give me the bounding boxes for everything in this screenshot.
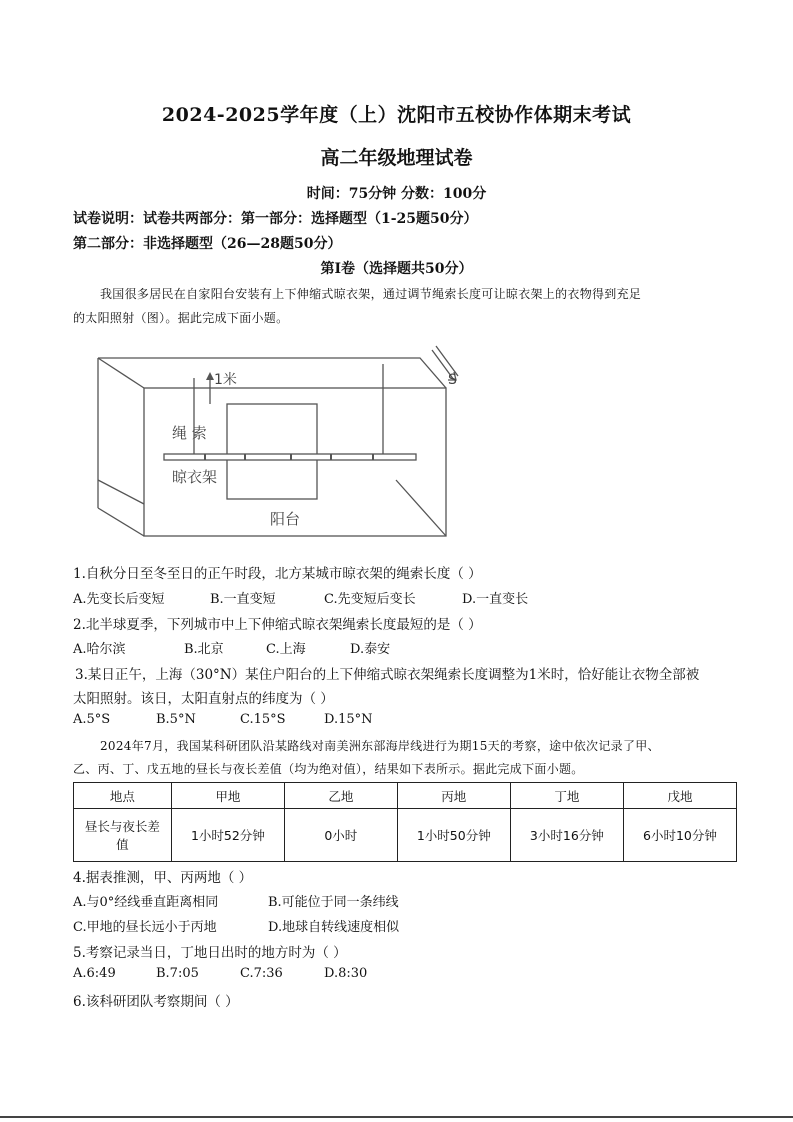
passage1-line2: 的太阳照射（图）。据此完成下面小题。 [73,311,289,325]
q3-option-b: B.5°N [156,712,196,727]
q3-option-d: D.15°N [324,712,373,727]
balcony-figure [94,340,474,558]
table-header-cell: 丁地 [510,783,623,809]
question-5: 5.考察记录当日，丁地日出时的地方时为（ ） [73,945,347,961]
q2-option-a: A.哈尔滨 [73,642,126,657]
q5-option-d: D.8:30 [324,966,368,981]
table-cell: 1小时50分钟 [397,809,510,862]
label-balcony: 阳台 [270,510,301,528]
passage2-line1: 2024年7月，我国某科研团队沿某路线对南美洲东部海岸线进行为期15天的考察，途中依次记录了甲、 [100,739,660,753]
q3-option-c: C.15°S [240,712,286,727]
table-header-cell: 甲地 [171,783,284,809]
question-6: 6.该科研团队考察期间（ ） [73,994,239,1010]
exam-note-line1: 试卷说明：试卷共两部分：第一部分：选择题型（1-25题50分） [73,211,478,227]
passage2-line2: 乙、丙、丁、戊五地的昼长与夜长差值（均为绝对值），结果如下表所示。据此完成下面小题。 [73,762,584,776]
question-3-line1: 3.某日正午，上海（30°N）某住户阳台的上下伸缩式晾衣架绳索长度调整为1米时，恰好能让衣物全部被 [75,667,700,683]
page-bottom-rule [0,1116,793,1118]
label-rack: 晾衣架 [172,468,218,486]
table-row [74,809,737,862]
table-cell: 0小时 [284,809,397,862]
table-header-cell: 戊地 [623,783,736,809]
table-cell: 6小时10分钟 [623,809,736,862]
question-2: 2.北半球夏季，下列城市中上下伸缩式晾衣架绳索长度最短的是（ ） [73,617,482,633]
q4-option-c: C.甲地的昼长远小于丙地 [73,920,217,935]
question-4: 4.据表推测，甲、丙两地（ ） [73,870,253,886]
table-cell: 3小时16分钟 [510,809,623,862]
q2-option-b: B.北京 [184,642,224,657]
table-header-cell: 丙地 [397,783,510,809]
label-south: S [448,372,457,388]
q1-option-d: D.一直变长 [462,592,529,607]
q5-option-c: C.7:36 [240,966,283,981]
section-title: 第Ⅰ卷（选择题共50分） [320,261,473,277]
row-label-line1: 昼长与夜长差 [84,819,160,834]
table-header-cell: 乙地 [284,783,397,809]
table-cell: 1小时52分钟 [171,809,284,862]
exam-subtitle: 高二年级地理试卷 [320,147,473,169]
time-score: 时间：75分钟 分数：100分 [306,186,487,202]
q2-option-d: D.泰安 [350,642,391,657]
table-header-row [74,783,737,809]
q5-option-a: A.6:49 [73,966,116,981]
label-rope: 绳 索 [172,424,207,442]
question-1: 1.自秋分日至冬至日的正午时段，北方某城市晾衣架的绳索长度（ ） [73,566,482,582]
q2-option-c: C.上海 [266,642,306,657]
q4-option-b: B.可能位于同一条纬线 [268,895,399,910]
label-1m: 1米 [214,372,237,388]
q4-option-a: A.与0°经线垂直距离相同 [73,895,219,910]
q1-option-a: A.先变长后变短 [73,592,165,607]
q5-option-b: B.7:05 [156,966,199,981]
table-header-cell: 地点 [74,783,172,809]
q4-option-d: D.地球自转线速度相似 [268,920,400,935]
row-label-cell [74,809,172,862]
passage1-line1: 我国很多居民在自家阳台安装有上下伸缩式晾衣架，通过调节绳索长度可让晾衣架上的衣物得到充足 [100,287,642,301]
question-3-line2: 太阳照射。该日，太阳直射点的纬度为（ ） [73,691,334,707]
q3-option-a: A.5°S [73,712,111,727]
day-night-table [73,782,737,862]
q1-option-b: B.一直变短 [210,592,276,607]
exam-note-line2: 第二部分：非选择题型（26—28题50分） [73,236,342,252]
row-label-line2: 值 [116,837,129,852]
exam-title: 2024-2025学年度（上）沈阳市五校协作体期末考试 [161,104,632,126]
q1-option-c: C.先变短后变长 [324,592,416,607]
